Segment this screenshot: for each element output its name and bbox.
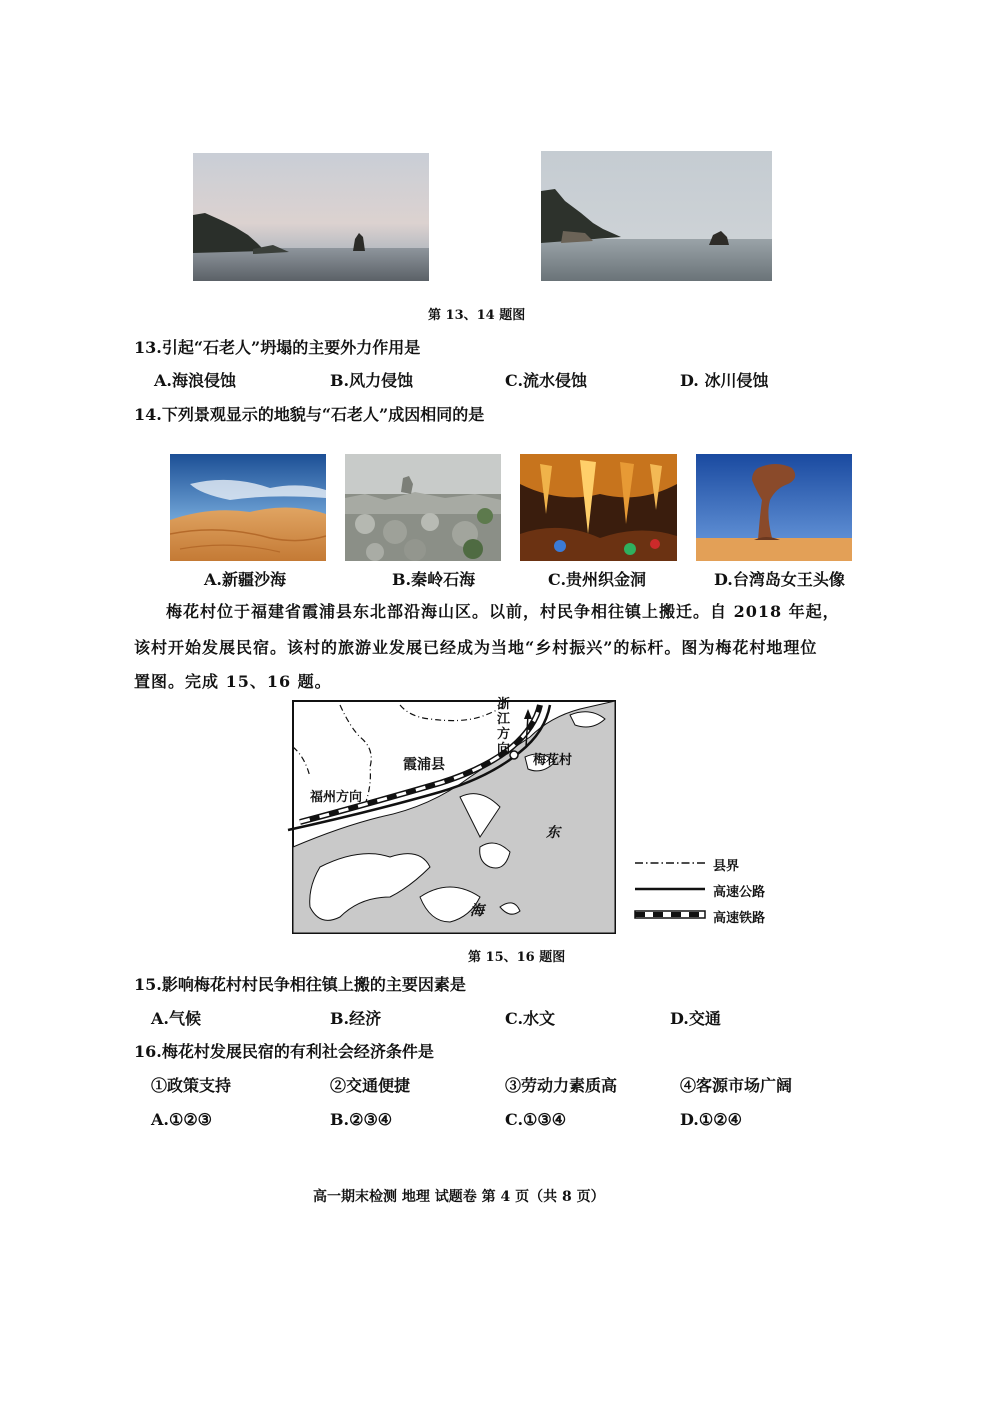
q14-option-d[interactable]: D.台湾岛女王头像 [714,570,845,589]
figure-caption-13-14: 第 13、14 题图 [428,308,526,323]
meihua-village-marker [510,751,518,759]
legend-county-boundary: 县界 [713,859,740,874]
queens-head-rock-photo [696,454,852,561]
label-meihua-village: 梅花村 [533,753,573,768]
q13-option-a[interactable]: A.海浪侵蚀 [154,371,236,390]
label-xiapu-county: 霞浦县 [403,757,445,773]
question-14-stem: 14.下列景观显示的地貌与“石老人”成因相同的是 [134,405,485,424]
q15-option-c[interactable]: C.水文 [505,1009,556,1028]
q16-item-3: ③劳动力素质高 [505,1076,618,1095]
q16-option-b[interactable]: B.②③④ [330,1110,393,1129]
question-13-stem: 13.引起“石老人”坍塌的主要外力作用是 [134,338,421,357]
q14-option-c[interactable]: C.贵州织金洞 [548,570,647,589]
q15-option-d[interactable]: D.交通 [670,1009,721,1028]
label-zhejiang-direction: 浙 江 方 向 [497,697,511,757]
label-fuzhou-direction: 福州方向 [310,790,363,805]
legend-high-speed-railway: 高速铁路 [713,911,766,926]
sea-stack-photo-after [541,151,772,281]
passage-line-2: 该村开始发展民宿。该村的旅游业发展已经成为当地“乡村振兴”的标杆。图为梅花村地理位 [134,638,818,657]
q15-option-a[interactable]: A.气候 [151,1009,201,1028]
q16-option-a[interactable]: A.①②③ [151,1110,213,1129]
q14-option-a[interactable]: A.新疆沙海 [204,570,286,589]
map-legend [633,854,833,924]
q16-item-1: ①政策支持 [151,1076,232,1095]
q16-item-4: ④客源市场广阔 [680,1076,793,1095]
q13-option-c[interactable]: C.流水侵蚀 [505,371,588,390]
figure-caption-15-16: 第 15、16 题图 [468,950,566,965]
passage-line-1: 梅花村位于福建省霞浦县东北部沿海山区。以前，村民争相往镇上搬迁。自 2018 年起， [166,602,840,621]
desert-dunes-photo [170,454,326,561]
q16-option-c[interactable]: C.①③④ [505,1110,567,1129]
stone-sea-photo [345,454,501,561]
q14-option-b[interactable]: B.秦岭石海 [392,570,476,589]
q16-option-d[interactable]: D.①②④ [680,1110,742,1129]
meihua-village-location-map [280,697,620,937]
question-15-stem: 15.影响梅花村村民争相往镇上搬的主要因素是 [134,975,466,994]
page-footer: 高一期末检测 地理 试题卷 第 4 页（共 8 页） [313,1189,605,1205]
label-sea: 海 [470,903,484,919]
sea-stack-photo-before [193,153,429,281]
legend-expressway: 高速公路 [713,885,766,900]
karst-cave-photo [520,454,677,561]
q16-item-2: ②交通便捷 [330,1076,411,1095]
q13-option-b[interactable]: B.风力侵蚀 [330,371,414,390]
question-16-stem: 16.梅花村发展民宿的有利社会经济条件是 [134,1042,434,1061]
passage-line-3: 置图。完成 15、16 题。 [134,672,332,691]
label-east: 东 [546,825,560,841]
q13-option-d[interactable]: D. 冰川侵蚀 [680,371,769,390]
q15-option-b[interactable]: B.经济 [330,1009,382,1028]
